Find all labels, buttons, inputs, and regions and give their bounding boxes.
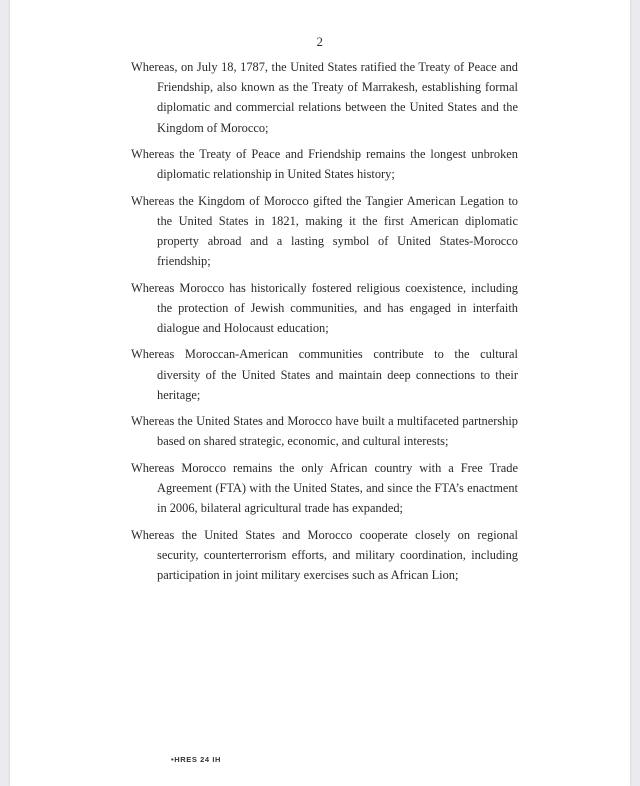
whereas-clause: Whereas Moroccan-American communities contribute to the cultural diversity of the United States and maintain deep connections to their heritage; <box>131 347 518 402</box>
whereas-clause: Whereas Morocco has historically fostered religious coexistence, including the protection of Jewish communities, and has engaged in interfaith dialogue and Holocaust education; <box>131 280 518 335</box>
whereas-clause: Whereas Morocco remains the only African country with a Free Trade Agreement (FTA) with the United States, and since the FTA’s enactment in 2006, bilateral agricultural trade has expanded; <box>131 460 518 516</box>
whereas-clauses <box>131 57 518 591</box>
page-number: 2 <box>316 34 324 49</box>
whereas-clause: Whereas, on July 18, 1787, the United States ratified the Treaty of Peace and Friendship, also known as the Treaty of Marrakesh, establishing formal diplomatic and commercial relations between the United States and the Kingdom of Morocco; <box>131 60 518 135</box>
whereas-clause: Whereas the United States and Morocco cooperate closely on regional security, counterterrorism efforts, and military coordination, including participation in joint military exercises such as African Lion; <box>131 527 518 582</box>
whereas-clause: Whereas the Kingdom of Morocco gifted the Tangier American Legation to the United States in 1821, making it the first American diplomatic property abroad and a lasting symbol of United States-Morocco friendship; <box>131 193 518 269</box>
whereas-clause: Whereas the United States and Morocco have built a multifaceted partnership based on shared strategic, economic, and cultural interests; <box>131 414 518 449</box>
document-page <box>10 0 630 786</box>
whereas-clause: Whereas the Treaty of Peace and Friendship remains the longest unbroken diplomatic relationship in United States history; <box>131 147 518 182</box>
document-footer-code: •HRES 24 IH <box>171 755 222 764</box>
